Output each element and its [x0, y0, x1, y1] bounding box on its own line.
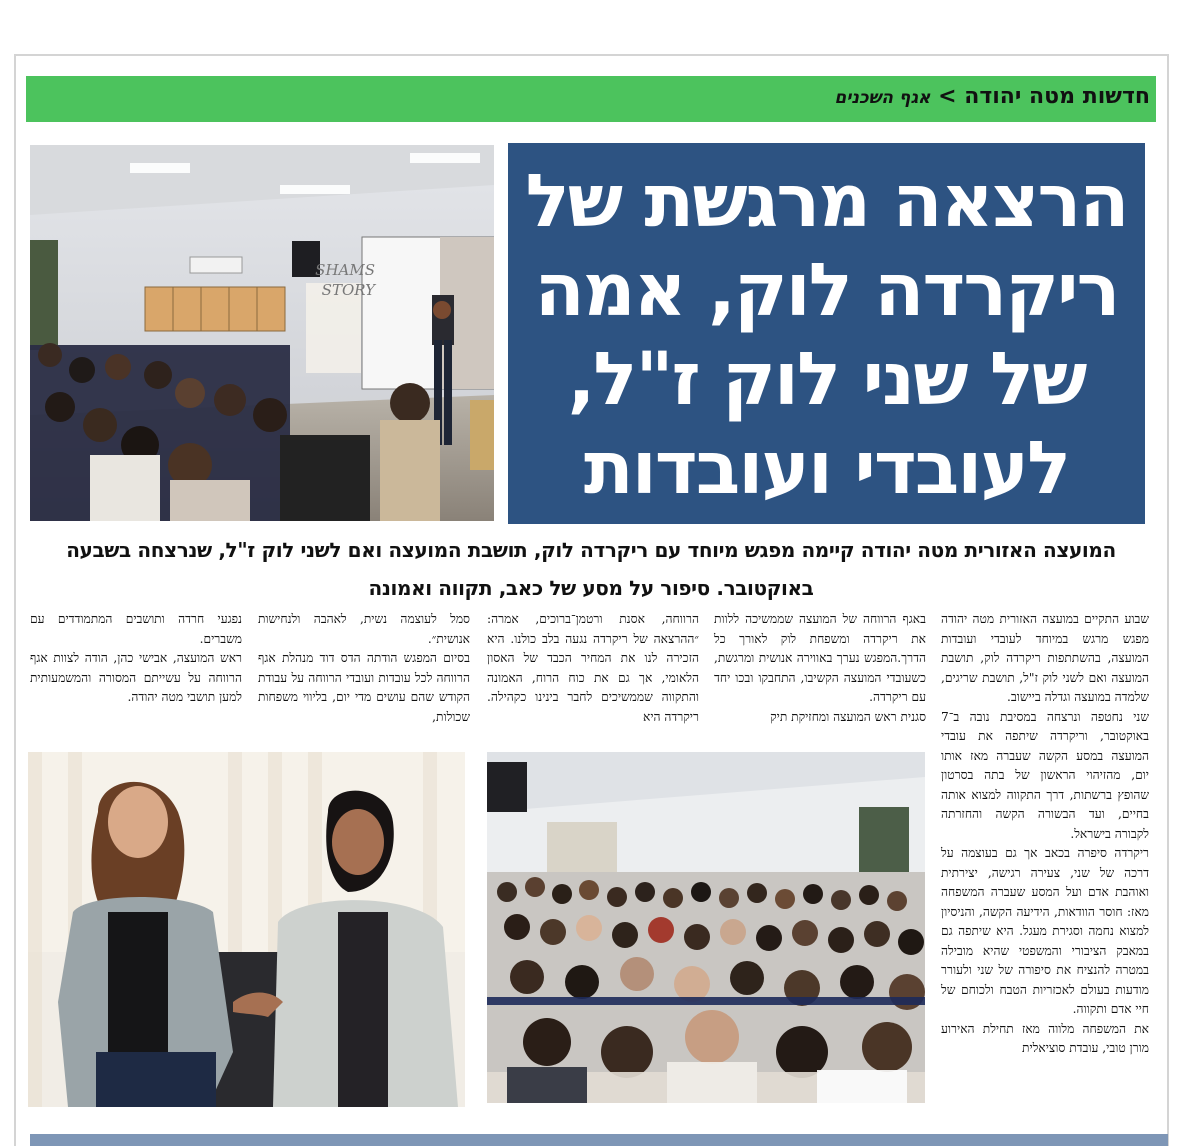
paragraph: סגנית ראש המועצה ומחזיקת תיק: [770, 709, 926, 724]
speakers-illustration: [28, 752, 465, 1107]
svg-text:STORY: STORY: [321, 281, 375, 299]
section-title: [834, 84, 1150, 109]
article-column-2: [714, 610, 926, 727]
lecture-hall-illustration: [30, 145, 494, 521]
photo-speakers: [28, 752, 465, 1107]
section-subtitle: אגף השכנים: [834, 88, 931, 108]
paragraph: ראש המועצה, אבישי כהן, הודה לצוות אגף הרווחה על עשייתם המסורה והמשמעותית למען תושבי מטה יהודה.: [30, 651, 242, 704]
audience-illustration: [487, 752, 925, 1103]
headline: הרצאה מרגשת של ריקרדה לוק, אמה של שני לוק ז"ל, לעובדי ועובדות המועצה: [525, 159, 1128, 600]
article-column-3: [487, 610, 699, 727]
paragraph: נפגעי חרדה ותושבים המתמודדים עם משברים.: [30, 612, 242, 646]
paragraph: סמל לעוצמה נשית, לאהבה ולנחישות אנושית״.: [258, 612, 470, 646]
section-bar: [26, 76, 1156, 122]
subheadline: המועצה האזורית מטה יהודה קיימה מפגש מיוחד עם ריקרדה לוק, תושבת המועצה ואם לשני לוק ז"ל, שנרצחה בשבעה באוקטובר. סיפור על מסע של כאב, תקווה ואמונה: [66, 538, 1116, 600]
section-title-main: חדשות מטה יהודה >: [938, 84, 1150, 109]
paragraph: בסיום המפגש הודתה הדס דוד מנהלת אגף הרווחה לכל עובדות ועובדי הרווחה על עבודת הקודש שהם עושים מדי יום, בליווי משפחות שכולות,: [258, 651, 470, 724]
paragraph: את המשפחה מלווה מאז תחילת האירוע מורן טובי, עובדת סוציאלית: [941, 1021, 1149, 1055]
article-column-5: [30, 610, 242, 708]
svg-text:SHAMS: SHAMS: [315, 261, 375, 279]
paragraph: הרווחה, אסנת ורטמן־ברוכים, אמרה: ״ההרצאה של ריקרדה נגעה בלב כולנו. היא הזכירה לנו את המחיר הכבד של האסון הלאומי, אך גם את כוח הרוח, האמונה והתקווה שממשיכים לחבר בינינו כקהילה. ריקרדה היא: [487, 612, 699, 724]
bottom-bar: [30, 1134, 1168, 1146]
article-column-1: [941, 610, 1149, 1059]
paragraph: שני נחטפה ונרצחה במסיבת נובה ב־7 באוקטובר, וריקרדה שיתפה את עובדי המועצה במסע הקשה שעברה מאז אותו יום, מהזיהוי הראשון של בתה בסרטון שהופץ ברשתות, דרך התקווה למצוא אותה בחיים, ועד הבשורה הקשה והחזרתה לקבורה בישראל.: [941, 709, 1149, 841]
paragraph: באגף הרווחה של המועצה שממשיכה ללוות את ריקרדה ומשפחת לוק לאורך כל הדרך.המפגש נערך באווירה אנושית ומרגשת, כשעובדי המועצה הקשיבו, התחבקו ובכו יחד עם ריקרדה.: [714, 612, 926, 704]
paragraph: ריקרדה סיפרה בכאב אך גם בעוצמה על דרכה של שני, צעירה רגישה, יצירתית ואוהבת אדם ועל המסע שעברה המשפחה מאז: חוסר הוודאות, הידיעה הקשה, והניסיון למצוא נחמה וסגירת מעגל. היא שיתפה גם במאבק הציבורי והמשפטי שהיא מובילה במטרה להנציח את סיפורה של שני ולעורר מודעות בעולם לאכזריות הטבח ולכוחם של חיי אדם ותקווה.: [941, 846, 1149, 1016]
photo-audience: [487, 752, 925, 1103]
article-column-4: [258, 610, 470, 727]
photo-lecture-hall: [30, 145, 494, 521]
paragraph: שבוע התקיים במועצה האזורית מטה יהודה מפגש מרגש במיוחד לעובדי ועובדות המועצה, בהשתתפות ריקרדה לוק, תושבת המועצה ואם לשני לוק ז"ל, תושבת שריגים, שלמדה במועצה וגדלה ביישוב.: [941, 612, 1149, 704]
